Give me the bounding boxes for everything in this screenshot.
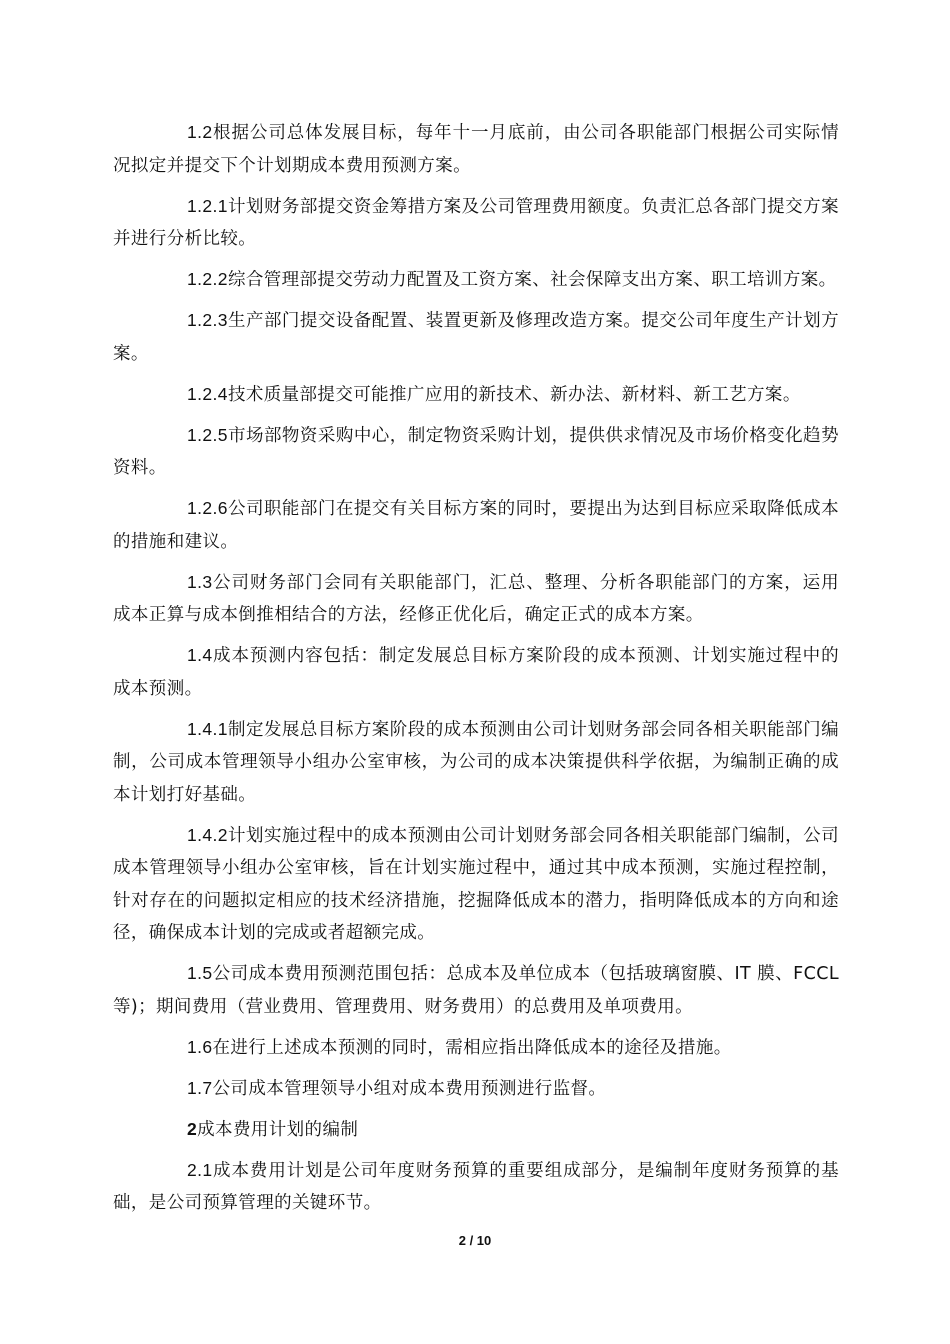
paragraph-1-4-2 [113,819,839,950]
document-body [113,116,839,1227]
clause-text: 在进行上述成本预测的同时，需相应指出降低成本的途径及措施。 [212,1037,732,1058]
clause-text: 计划财务部提交资金筹措方案及公司管理费用额度。负责汇总各部门提交方案并进行分析比较。 [113,196,839,249]
clause-text: 成本预测内容包括：制定发展总目标方案阶段的成本预测、计划实施过程中的成本预测。 [113,646,839,699]
clause-number: 1.2 [187,122,213,142]
clause-text: 公司成本管理领导小组对成本费用预测进行监督。 [212,1078,607,1099]
paragraph-1-2-3 [113,304,839,370]
paragraph-1-4-1 [113,713,839,812]
clause-text: 公司成本费用预测范围包括：总成本及单位成本（包括玻璃窗膜、IT 膜、FCCL 等)；期间费用（营业费用、管理费用、财务费用）的总费用及单项费用。 [113,964,839,1017]
page-number: 2 / 10 [458,1233,492,1248]
clause-text: 根据公司总体发展目标，每年十一月底前，由公司各职能部门根据公司实际情况拟定并提交下个计划期成本费用预测方案。 [113,123,839,176]
paragraph-1-6 [113,1031,839,1065]
clause-number: 1.2.2 [187,269,228,289]
clause-number: 1.4.1 [187,718,228,739]
section-heading-2 [113,1113,839,1147]
clause-text: 公司职能部门在提交有关目标方案的同时，要提出为达到目标应采取降低成本的措施和建议。 [113,499,839,552]
clause-text: 综合管理部提交劳动力配置及工资方案、社会保障支出方案、职工培训方案。 [227,270,837,290]
clause-number: 1.2.1 [187,195,228,216]
clause-text: 技术质量部提交可能推广应用的新技术、新办法、新材料、新工艺方案。 [227,384,801,405]
clause-number: 1.7 [187,1077,213,1098]
paragraph-1-2-2 [113,263,839,297]
paragraph-1-2-4 [113,378,839,412]
clause-text: 计划实施过程中的成本预测由公司计划财务部会同各相关职能部门编制，公司成本管理领导小组办公室审核，旨在计划实施过程中，通过其中成本预测，实施过程控制，针对存在的问题拟定相应的技术经济措施，挖掘降低成本的潜力，指明降低成本的方向和途径，确保成本计划的完成或者超额完成。 [113,825,839,943]
clause-number: 1.3 [187,571,213,592]
section-number: 2 [187,1118,198,1139]
clause-number: 1.4.2 [187,824,228,845]
paragraph-1-4 [113,639,839,705]
clause-number: 1.2.5 [187,424,228,445]
clause-text: 市场部物资采购中心，制定物资采购计划，提供供求情况及市场价格变化趋势资料。 [113,425,839,478]
clause-number: 1.2.3 [187,310,228,330]
clause-number: 1.4 [187,645,213,665]
paragraph-1-3 [113,566,839,632]
section-title: 成本费用计划的编制 [197,1119,359,1140]
paragraph-1-2-1 [113,190,839,256]
clause-number: 1.6 [187,1036,213,1057]
paragraph-2-1 [113,1154,839,1220]
paragraph-1-2 [113,116,839,182]
clause-text: 公司财务部门会同有关职能部门，汇总、整理、分析各职能部门的方案，运用成本正算与成本倒推相结合的方法，经修正优化后，确定正式的成本方案。 [113,572,839,625]
clause-number: 1.2.4 [187,383,228,404]
clause-number: 2.1 [187,1159,213,1180]
paragraph-1-7 [113,1072,839,1106]
clause-number: 1.5 [187,963,213,983]
paragraph-1-5 [113,957,839,1023]
paragraph-1-2-6 [113,492,839,558]
clause-text: 生产部门提交设备配置、装置更新及修理改造方案。提交公司年度生产计划方案。 [113,311,839,364]
clause-number: 1.2.6 [187,498,228,518]
clause-text: 成本费用计划是公司年度财务预算的重要组成部分，是编制年度财务预算的基础，是公司预算管理的关键环节。 [113,1160,839,1213]
paragraph-1-2-5 [113,419,839,485]
clause-text: 制定发展总目标方案阶段的成本预测由公司计划财务部会同各相关职能部门编制，公司成本管理领导小组办公室审核，为公司的成本决策提供科学依据，为编制正确的成本计划打好基础。 [113,719,839,805]
